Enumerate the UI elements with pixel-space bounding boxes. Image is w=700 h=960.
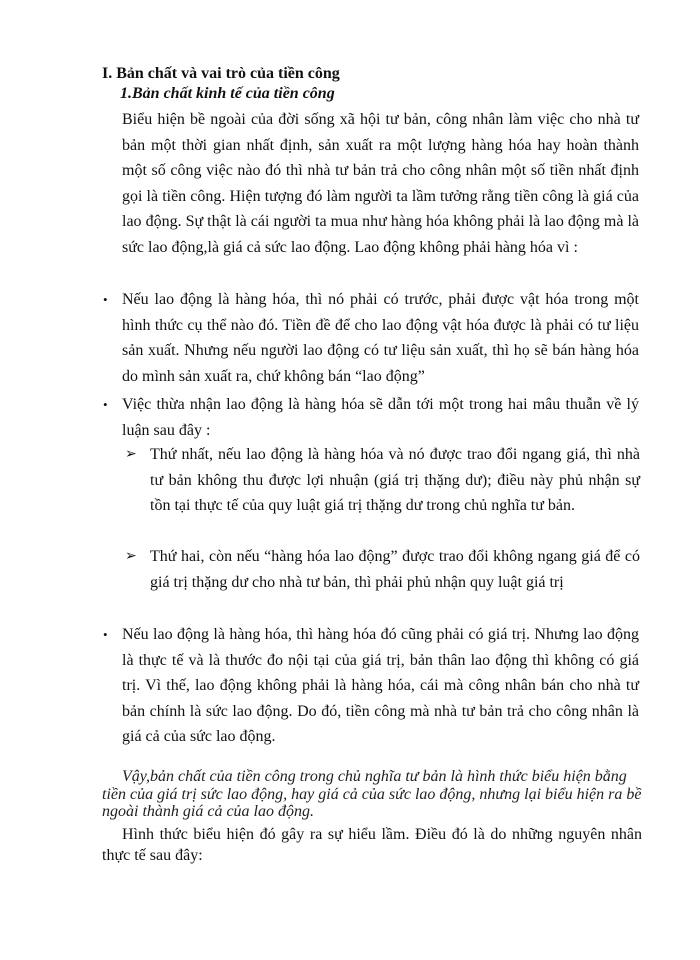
arrow-bullet-icon: ➢	[125, 447, 137, 462]
sub-item: Thứ nhất, nếu lao động là hàng hóa và nó được trao đổi ngang giá, thì nhà tư bản không thu được lợi nhuận (giá trị thặng dư); điều này phủ nhận sự tồn tại thực tế của quy luật giá trị thặng dư trong chủ nghĩa tư bản.	[150, 446, 640, 514]
conclusion-paragraph: Vậy,bản chất của tiền công trong chủ nghĩa tư bản là hình thức biểu hiện bằng tiền của giá trị sức lao động, hay giá cả của sức lao động, nhưng lại biểu hiện ra bề ngoài thành giá cả của lao động.	[102, 768, 642, 820]
bullet-item: Việc thừa nhận lao động là hàng hóa sẽ dẫn tới một trong hai mâu thuẫn về lý luận sau đây :	[122, 396, 639, 439]
subsection-heading: 1.Bản chất kinh tế của tiền công	[120, 85, 335, 102]
sub-item: Thứ hai, còn nếu “hàng hóa lao động” được trao đổi không ngang giá để có giá trị thặng dư cho nhà tư bản, thì phải phủ nhận quy luật giá trị	[150, 548, 640, 591]
closing-paragraph: Hình thức biểu hiện đó gây ra sự hiểu lầm. Điều đó là do những nguyên nhân thực tế sau đây:	[102, 826, 642, 864]
bullet-icon: •	[103, 627, 108, 642]
section-heading: I. Bản chất và vai trò của tiền công	[102, 65, 340, 82]
bullet-icon: •	[103, 397, 108, 412]
bullet-item: Nếu lao động là hàng hóa, thì nó phải có trước, phải được vật hóa trong một hình thức cụ thể nào đó. Tiền đề để cho lao động vật hóa được là phải có tư liệu sản xuất. Nhưng nếu người lao động có tư liệu sản xuất, thì họ sẽ bán hàng hóa do mình sản xuất ra, chứ không bán “lao động”	[122, 291, 639, 385]
bullet-icon: •	[103, 292, 108, 307]
arrow-bullet-icon: ➢	[125, 549, 137, 564]
intro-paragraph: Biểu hiện bề ngoài của đời sống xã hội tư bản, công nhân làm việc cho nhà tư bản một thời gian nhất định, sản xuất ra một lượng hàng hóa hay hoàn thành một số công việc nào đó thì nhà tư bản trả cho công nhân một số tiền nhất định gọi là tiền công. Hiện tượng đó làm người ta lầm tưởng rằng tiền công là giá của lao động. Sự thật là cái người ta mua như hàng hóa không phải là lao động mà là sức lao động,là giá cả sức lao động. Lao động không phải hàng hóa vì :	[122, 111, 639, 256]
bullet-item: Nếu lao động là hàng hóa, thì hàng hóa đó cũng phải có giá trị. Nhưng lao động là thực tế và là thước đo nội tại của giá trị, bản thân lao động thì không có giá trị. Vì thế, lao động không phải là hàng hóa, cái mà công nhân bán cho nhà tư bản chính là sức lao động. Do đó, tiền công mà nhà tư bản trả cho công nhân là giá cả của sức lao động.	[122, 626, 639, 745]
